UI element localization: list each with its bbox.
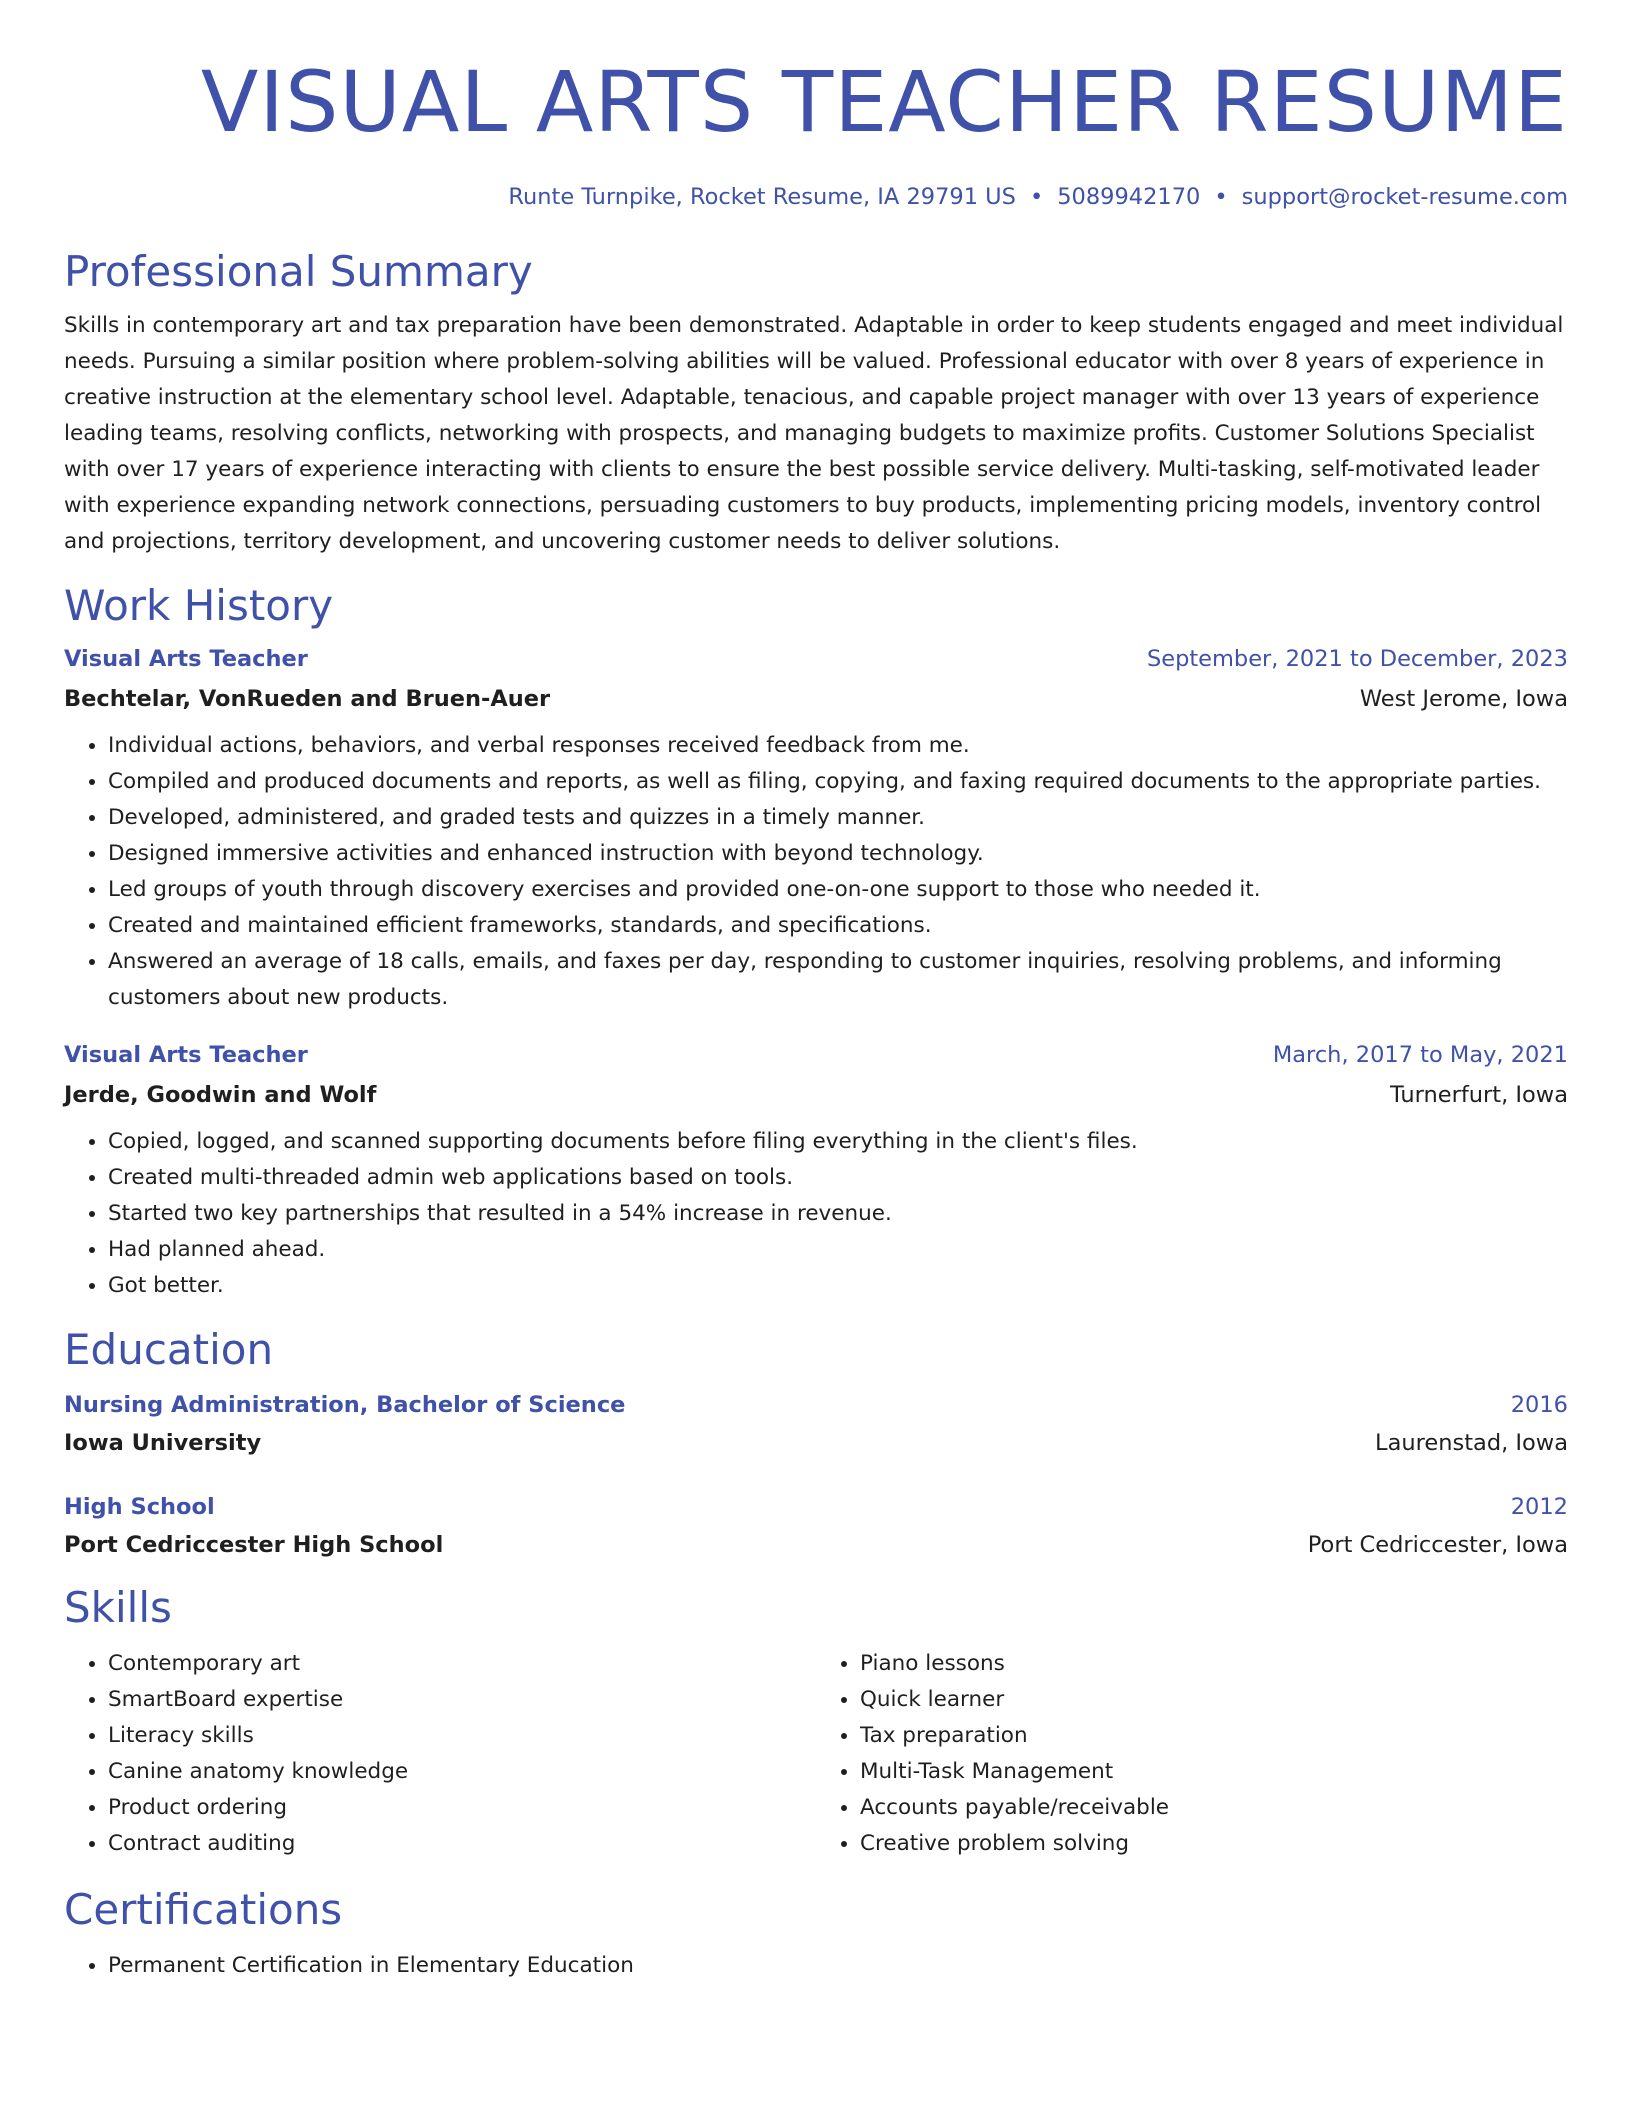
education-entry bbox=[64, 1390, 1568, 1458]
education-year: 2016 bbox=[1510, 1392, 1568, 1418]
list-item: • Answered an average of 18 calls, emails, and faxes per day, responding to customer inquiries, resolving problems, and informing customers about new products. bbox=[108, 944, 1568, 1016]
job-bullets bbox=[64, 1124, 1568, 1304]
job-title: Visual Arts Teacher bbox=[64, 646, 308, 672]
job-company: Jerde, Goodwin and Wolf bbox=[64, 1082, 377, 1108]
job-dates: March, 2017 to May, 2021 bbox=[1272, 1042, 1568, 1068]
job-entry bbox=[64, 644, 1568, 1016]
list-item: • Developed, administered, and graded tests and quizzes in a timely manner. bbox=[108, 800, 1568, 836]
list-item: • Had planned ahead. bbox=[108, 1232, 1568, 1268]
list-item: • Permanent Certification in Elementary Education bbox=[108, 1948, 1568, 1984]
list-item: • Quick learner bbox=[860, 1682, 1568, 1718]
list-item: • Individual actions, behaviors, and verbal responses received feedback from me. bbox=[108, 728, 1568, 764]
skills-column-right bbox=[816, 1646, 1568, 1862]
list-item: • Created and maintained efficient frameworks, standards, and specifications. bbox=[108, 908, 1568, 944]
summary-text: Skills in contemporary art and tax preparation have been demonstrated. Adaptable in order to keep students engaged and meet individual needs. Pursuing a similar position where problem-solving abilities will be valued. Professional educator with over 8 years of experience in creative instruction at the elementary school level. Adaptable, tenacious, and capable project manager with over 13 years of experience leading teams, resolving conflicts, networking with prospects, and managing budgets to maximize profits. Customer Solutions Specialist with over 17 years of experience interacting with clients to ensure the best possible service delivery. Multi-tasking, self-motivated leader with experience expanding network connections, persuading customers to buy products, implementing pricing models, inventory control and projections, territory development, and uncovering customer needs to deliver solutions. bbox=[64, 313, 1564, 554]
list-item: • Piano lessons bbox=[860, 1646, 1568, 1682]
contact-email: support@rocket-resume.com bbox=[1241, 184, 1568, 210]
list-item: • Accounts payable/receivable bbox=[860, 1790, 1568, 1826]
list-item: • Copied, logged, and scanned supporting documents before filing everything in the client's files. bbox=[108, 1124, 1568, 1160]
education-school: Port Cedriccester High School bbox=[64, 1532, 444, 1558]
skills-grid bbox=[64, 1646, 1568, 1862]
skills-heading: Skills bbox=[64, 1583, 172, 1632]
certifications-list bbox=[64, 1948, 1568, 1984]
job-header bbox=[64, 644, 1568, 674]
education-header bbox=[64, 1390, 1568, 1420]
skills-column-left bbox=[64, 1646, 816, 1862]
job-header bbox=[64, 1040, 1568, 1070]
list-item: • Product ordering bbox=[108, 1790, 816, 1826]
contact-address: Runte Turnpike, Rocket Resume, IA 29791 US bbox=[508, 184, 1016, 210]
education-entry bbox=[64, 1492, 1568, 1560]
job-location: Turnerfurt, Iowa bbox=[1390, 1082, 1568, 1108]
work-history-heading: Work History bbox=[64, 581, 334, 630]
list-item: • Compiled and produced documents and reports, as well as filing, copying, and faxing required documents to the appropriate parties. bbox=[108, 764, 1568, 800]
education-degree: Nursing Administration, Bachelor of Science bbox=[64, 1392, 626, 1418]
job-company: Bechtelar, VonRueden and Bruen-Auer bbox=[64, 686, 551, 712]
certifications-heading: Certifications bbox=[64, 1885, 343, 1934]
list-item: • Designed immersive activities and enhanced instruction with beyond technology. bbox=[108, 836, 1568, 872]
summary-heading: Professional Summary bbox=[64, 247, 533, 296]
list-item: • Contract auditing bbox=[108, 1826, 816, 1862]
list-item: • Creative problem solving bbox=[860, 1826, 1568, 1862]
list-item: • Canine anatomy knowledge bbox=[108, 1754, 816, 1790]
education-degree: High School bbox=[64, 1494, 215, 1520]
list-item: • Literacy skills bbox=[108, 1718, 816, 1754]
list-item: • Tax preparation bbox=[860, 1718, 1568, 1754]
list-item: • Started two key partnerships that resulted in a 54% increase in revenue. bbox=[108, 1196, 1568, 1232]
job-bullets bbox=[64, 728, 1568, 1016]
education-year: 2012 bbox=[1510, 1494, 1568, 1520]
list-item: • Created multi-threaded admin web applications based on tools. bbox=[108, 1160, 1568, 1196]
education-subheader bbox=[64, 1530, 1568, 1560]
contact-line bbox=[64, 182, 1568, 212]
education-subheader bbox=[64, 1428, 1568, 1458]
education-location: Laurenstad, Iowa bbox=[1375, 1430, 1568, 1456]
job-entry bbox=[64, 1040, 1568, 1304]
list-item: • Got better. bbox=[108, 1268, 1568, 1304]
education-location: Port Cedriccester, Iowa bbox=[1307, 1532, 1568, 1558]
list-item: • SmartBoard expertise bbox=[108, 1682, 816, 1718]
education-school: Iowa University bbox=[64, 1430, 262, 1456]
job-dates: September, 2021 to December, 2023 bbox=[1146, 646, 1568, 672]
list-item: • Contemporary art bbox=[108, 1646, 816, 1682]
education-header bbox=[64, 1492, 1568, 1522]
education-heading: Education bbox=[64, 1325, 274, 1374]
list-item: • Led groups of youth through discovery exercises and provided one-on-one support to those who needed it. bbox=[108, 872, 1568, 908]
list-item: • Multi-Task Management bbox=[860, 1754, 1568, 1790]
job-title: Visual Arts Teacher bbox=[64, 1042, 308, 1068]
job-subheader bbox=[64, 684, 1568, 714]
contact-separator: • bbox=[1214, 184, 1228, 210]
job-location: West Jerome, Iowa bbox=[1359, 686, 1568, 712]
contact-separator: • bbox=[1029, 184, 1044, 210]
job-subheader bbox=[64, 1080, 1568, 1110]
contact-phone: 5089942170 bbox=[1057, 184, 1201, 210]
resume-title: VISUAL ARTS TEACHER RESUME bbox=[200, 53, 1568, 151]
